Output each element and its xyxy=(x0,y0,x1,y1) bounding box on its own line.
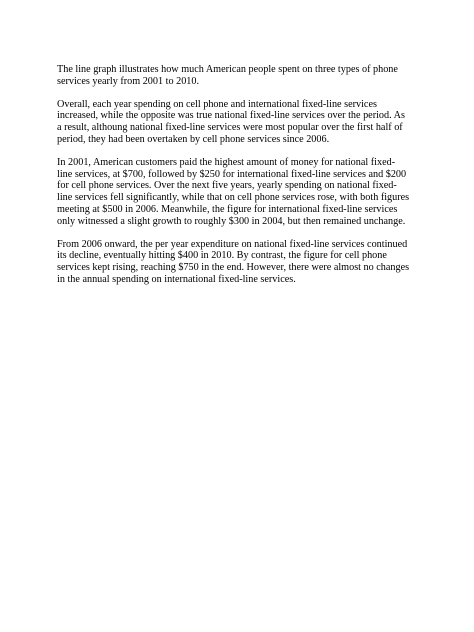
paragraph-details-2001-2006: In 2001, American customers paid the highest amount of money for national fixed- line services, at $700, followed by $250 for international fixed-line services and $200 for cell phone services. Over the next five years, yearly spending on national fixed- line services fell significantly, while that on cell phone services rose, with both figures meeting at $500 in 2006. Meanwhile, the figure for international fixed-line services only witnessed a slight growth to roughly $300 in 2004, but then remained unchange. xyxy=(57,156,410,227)
document-body xyxy=(57,64,421,297)
paragraph-intro: The line graph illustrates how much American people spent on three types of phone services yearly from 2001 to 2010. xyxy=(57,64,398,87)
paragraph-overview: Overall, each year spending on cell phone and international fixed-line services increased, while the opposite was true national fixed-line services over the period. As a result, althoung national fixed-line services were most popular over the first half of period, they had been overtaken by cell phone services since 2006. xyxy=(57,98,405,145)
paragraph-details-2006-2010: From 2006 onward, the per year expenditure on national fixed-line services continued its decline, eventually hitting $400 in 2010. By contrast, the figure for cell phone services kept rising, reaching $750 in the end. However, there were almost no changes in the annual spending on international fixed-line services. xyxy=(57,238,410,285)
